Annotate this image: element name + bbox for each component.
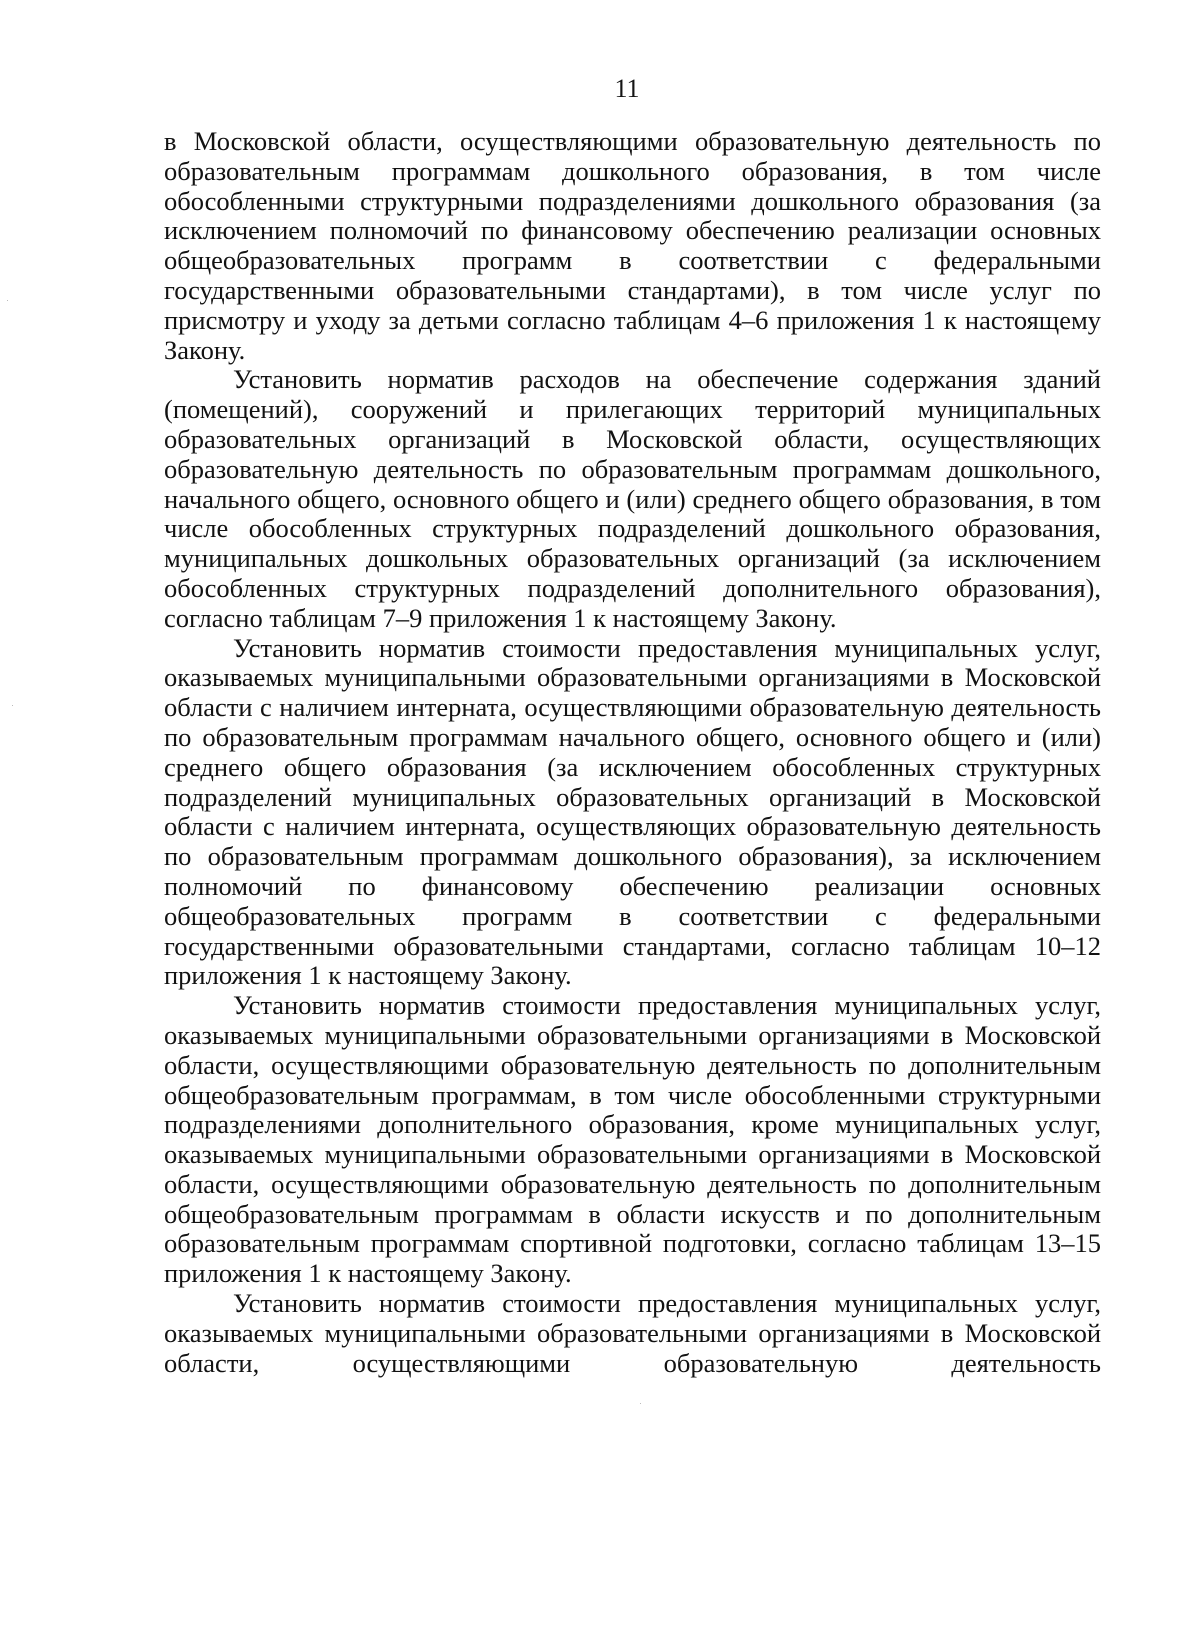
paragraph-additional-education-services-norm: Установить норматив стоимости предоставления муниципальных услуг, оказываемых муниципальными образовательными организациями в Московской области, осуществляющими образовательную деятельность по дополнительным общеобразовательным программам, в том числе обособленными структурными подразделениями дополнительного образования, кроме муниципальных услуг, оказываемых муниципальными образовательными организациями в Московской области, осуществляющими образовательную деятельность по дополнительным общеобразовательным программам в области искусств и по дополнительным образовательным программам спортивной подготовки, согласно таблицам 13–15 приложения 1 к настоящему Закону. — [164, 990, 1101, 1289]
scan-speck — [640, 1403, 641, 1404]
page-number: 11 — [614, 74, 640, 103]
paragraph-boarding-school-services-norm: Установить норматив стоимости предоставления муниципальных услуг, оказываемых муниципальными образовательными организациями в Московской области с наличием интерната, осуществляющими образовательную деятельность по образовательным программам начального общего, основного общего и (или) среднего общего образования (за исключением обособленных структурных подразделений муниципальных образовательных организаций в Московской области с наличием интерната, осуществляющих образовательную деятельность по образовательным программам дошкольного образования), за исключением полномочий по финансовому обеспечению реализации основных общеобразовательных программ в соответствии с федеральными государственными образовательными стандартами, согласно таблицам 10–12 приложения 1 к настоящему Закону. — [164, 632, 1101, 991]
document-body — [164, 127, 1101, 1378]
paragraph-continuation: в Московской области, осуществляющими образовательную деятельность по образовательным программам дошкольного образования, в том числе обособленными структурными подразделениями дошкольного образования (за исключением полномочий по финансовому обеспечению реализации основных общеобразовательных программ в соответствии с федеральными государственными образовательными стандартами), в том числе услуг по присмотру и уходу за детьми согласно таблицам 4–6 приложения 1 к настоящему Закону. — [164, 126, 1101, 365]
scan-speck — [12, 705, 13, 706]
scan-speck — [7, 300, 8, 301]
paragraph-continued-on-next-page: Установить норматив стоимости предоставления муниципальных услуг, оказываемых муниципальными образовательными организациями в Московской области, осуществляющими образовательную деятельность — [164, 1288, 1101, 1378]
paragraph-building-maintenance-norm: Установить норматив расходов на обеспечение содержания зданий (помещений), сооружений и прилегающих территорий муниципальных образовательных организаций в Московской области, осуществляющих образовательную деятельность по образовательным программам дошкольного, начального общего, основного общего и (или) среднего общего образования, в том числе обособленных структурных подразделений дошкольного образования, муниципальных дошкольных образовательных организаций (за исключением обособленных структурных подразделений дополнительного образования), согласно таблицам 7–9 приложения 1 к настоящему Закону. — [164, 364, 1101, 633]
